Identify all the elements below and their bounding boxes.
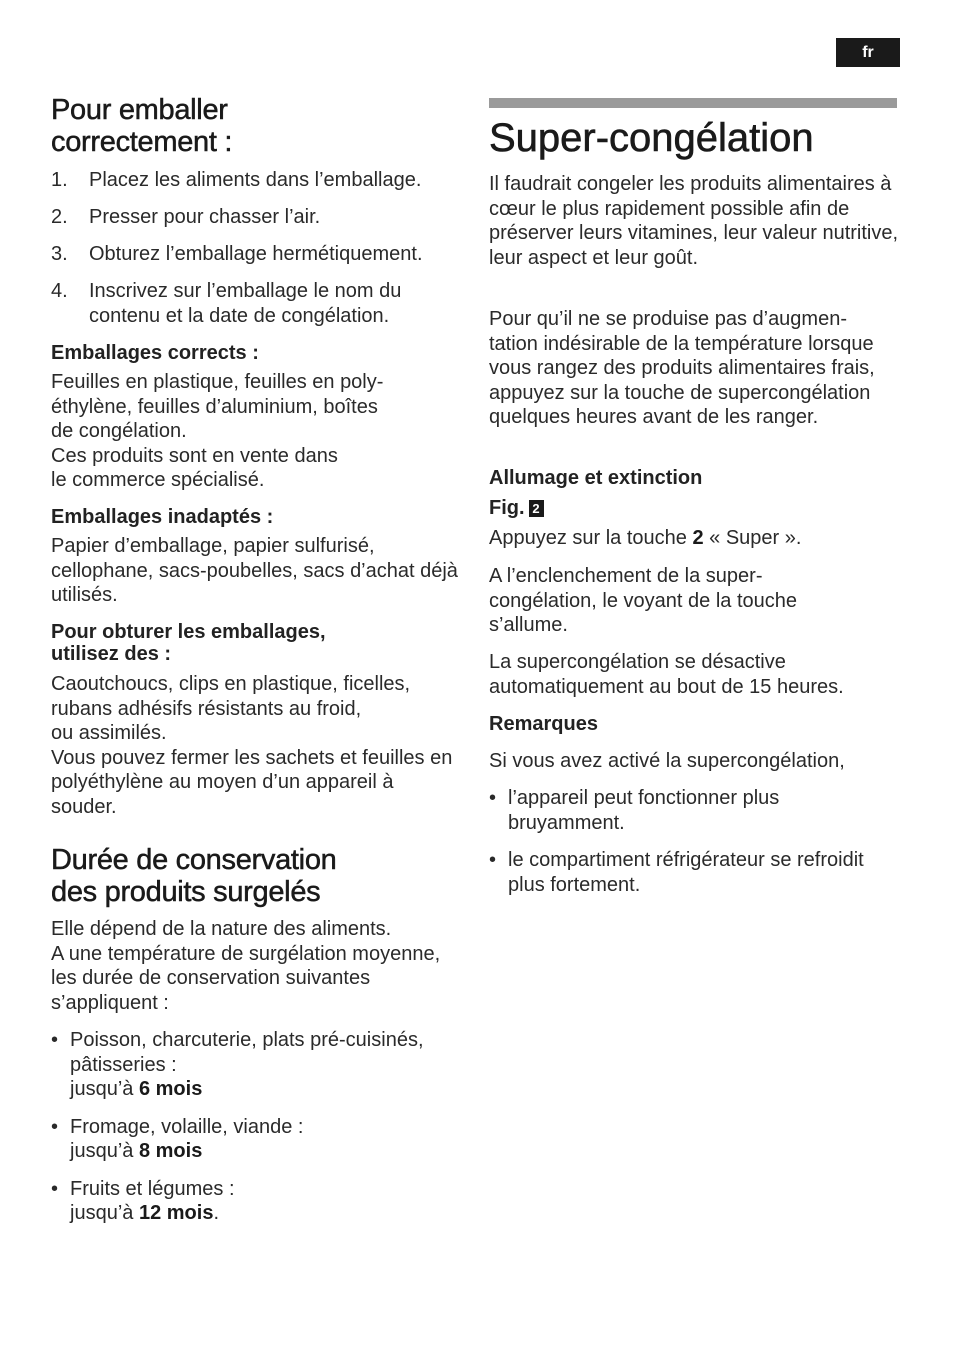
duration-list <box>51 1028 466 1226</box>
seal-text: Caoutchoucs, clips en plastique, ficelles, rubans adhésifs résistants au froid, ou assimilés. Vous pouvez fermer les sachets et feuilles en polyéthylène au moyen d’un appareil à souder. <box>51 673 453 818</box>
duration-intro: Elle dépend de la nature des aliments. A une température de surgélation moyenne, les durée de conservation suivantes s’appliquent : <box>51 918 441 1014</box>
duration-title: Durée de conservation des produits surgelés <box>51 844 337 908</box>
step-item: 2. Presser pour chasser l’air. <box>51 206 321 228</box>
remark-item: • le compartiment réfrigérateur se refroidit plus fortement. <box>489 848 901 897</box>
super-freeze-title: Super-congélation <box>489 116 814 160</box>
remarks-title: Remarques <box>489 713 598 735</box>
remarks-list <box>489 786 901 897</box>
on-off-title: Allumage et extinction <box>489 467 703 489</box>
figure-number-box: 2 <box>529 500 544 517</box>
unsuitable-packaging-title: Emballages inadaptés : <box>51 506 274 528</box>
step-item: 1. Placez les aliments dans l’emballage. <box>51 169 422 191</box>
remarks-intro: Si vous avez activé la supercongélation, <box>489 750 845 772</box>
section-divider <box>489 98 897 108</box>
duration-item: • Fromage, volaille, viande : jusqu’à 8 mois <box>51 1115 466 1164</box>
deactivation-text: La supercongélation se désactive automatiquement au bout de 15 heures. <box>489 651 844 698</box>
duration-item: • Fruits et légumes : jusqu’à 12 mois. <box>51 1177 466 1226</box>
intro-paragraph-2: Pour qu’il ne se produise pas d’augmen-tation indésirable de la température lorsque vous rangez des produits alimentaires frais, appuyez sur la touche de supercongélation quelques heures avant de les ranger. <box>489 308 875 428</box>
duration-item: • Poisson, charcuterie, plats pré-cuisinés, pâtisseries : jusqu’à 6 mois <box>51 1028 466 1102</box>
seal-title: Pour obturer les emballages, utilisez des : <box>51 621 326 665</box>
correct-packaging-title: Emballages corrects : <box>51 342 259 364</box>
intro-paragraph-1: Il faudrait congeler les produits alimentaires à cœur le plus rapidement possible afin de préserver leurs vitamines, leur valeur nutritive, leur aspect et leur goût. <box>489 173 899 269</box>
step-item: 3. Obturez l’emballage hermétiquement. <box>51 243 423 265</box>
press-instruction: Appuyez sur la touche 2 « Super ». <box>489 527 802 549</box>
step-item: 4. Inscrivez sur l’emballage le nom du contenu et la date de congélation. <box>51 280 402 327</box>
activation-text: A l’enclenchement de la super-congélation, le voyant de la touche s’allume. <box>489 565 797 636</box>
language-badge: fr <box>836 38 900 67</box>
remark-item: • l’appareil peut fonctionner plus bruyamment. <box>489 786 838 835</box>
figure-ref: Fig. 2 <box>489 496 544 521</box>
packing-steps <box>51 168 466 328</box>
unsuitable-packaging-text: Papier d’emballage, papier sulfurisé, cellophane, sacs-poubelles, sacs d’achat déjà utilisés. <box>51 535 458 606</box>
correct-packaging-text: Feuilles en plastique, feuilles en poly- éthylène, feuilles d’aluminium, boîtes de congélation. Ces produits sont en vente dans le commerce spécialisé. <box>51 371 384 491</box>
packing-title: Pour emballer correctement : <box>51 94 233 158</box>
